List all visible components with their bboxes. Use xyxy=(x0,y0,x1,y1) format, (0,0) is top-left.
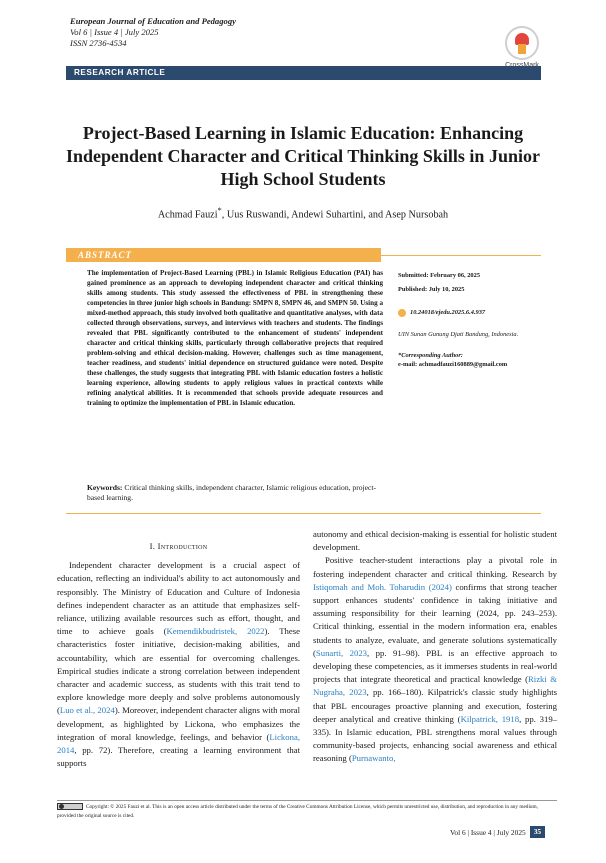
article-type-bar: RESEARCH ARTICLE xyxy=(66,66,541,80)
text-run: confirms that strong teacher support enhances students' confidence in taking initiative and assuming responsibility for their learning (2024, pp. 243–253). Critical thinking, essential in the modern information era, enables students to analyze, evaluate, and generate solutions systematically ( xyxy=(313,581,557,658)
section-number: I. xyxy=(149,541,156,551)
crossmark-icon xyxy=(505,26,539,60)
corresponding-mark: * xyxy=(217,205,222,215)
article-title: Project-Based Learning in Islamic Education: Enhancing Independent Character and Critical Thinking Skills in Junior High School Students xyxy=(66,123,540,189)
doi-row[interactable] xyxy=(398,309,543,318)
journal-issn: ISSN 2736-4534 xyxy=(70,38,127,48)
intro-paragraph-2 xyxy=(313,554,557,765)
abstract-divider xyxy=(381,255,541,256)
citation-link[interactable]: Sunarti, 2023 xyxy=(315,647,368,658)
keywords xyxy=(87,483,383,503)
section-heading-introduction xyxy=(57,540,300,553)
text-run: autonomy and ethical decision-making is essential for holistic student development. xyxy=(313,529,557,553)
citation-link[interactable]: Rizki & Nugraha, 2023 xyxy=(313,674,557,698)
page-footer xyxy=(450,826,545,838)
journal-issue-line: Vol 6 | Issue 4 | July 2025 xyxy=(70,27,159,37)
footer-issue: Vol 6 | Issue 4 | July 2025 xyxy=(450,827,526,837)
crossmark-badge[interactable] xyxy=(494,26,550,69)
page-number: 35 xyxy=(530,826,545,838)
text-run: Positive teacher-student interactions play a pivotal role in fostering independent character and critical thinking. Research by xyxy=(313,555,557,579)
keywords-divider xyxy=(66,513,541,514)
text-run: , pp. 91–98). PBL is an effective approach to developing these competencies, as it immerses students in real-world projects that integrate theoretical and practical knowledge ( xyxy=(313,647,557,685)
text-run: , pp. 319–335). In Islamic education, PBL strengthens moral values through community-based projects, enhancing social awareness and ethical reasoning ( xyxy=(313,713,557,764)
cc-by-icon[interactable] xyxy=(57,803,83,810)
intro-paragraph-1-continued xyxy=(313,528,557,554)
text-run: ). These characteristics foster initiative, decision-making abilities, and accountability, which are essential for overcoming challenges. Empirical studies indicate a strong correlation between independent character and academic success, as students with this trait tend to explore knowledge more deeply and solve problems autonomously ( xyxy=(57,626,300,716)
citation-link[interactable]: Kemendikbudristek, 2022 xyxy=(166,626,265,637)
citation-link[interactable]: Kilpatrick, 1918 xyxy=(460,713,520,724)
license-statement xyxy=(57,803,557,821)
citation-link[interactable]: Purnawanto, xyxy=(351,753,396,764)
journal-header xyxy=(70,16,236,49)
intro-paragraph-1 xyxy=(57,559,300,770)
keywords-text: Critical thinking skills, independent character, Islamic religious education, project-based learning. xyxy=(87,483,377,502)
article-meta xyxy=(398,272,543,370)
section-title: Introduction xyxy=(157,541,208,551)
author-1: Achmad Fauzi xyxy=(157,209,218,221)
corresponding-author-label: *Corresponding Author: xyxy=(398,352,463,360)
body-column-right xyxy=(313,528,557,766)
submitted-date: Submitted: February 06, 2025 xyxy=(398,272,481,279)
abstract-text: The implementation of Project-Based Learning (PBL) in Islamic Religious Education (PAI) has gained prominence as an approach to developing independent character and critical thinking skills among students. This study assessed the effectiveness of PBL in strengthening these competencies in three junior high schools in Bandung: SMPN 8, SMPN 46, and SMPN 50. Using a mixed-method approach, this study involved both qualitative and quantitative analyses, with data collected through observations, surveys, and interviews with teachers and students. The findings revealed that PBL significantly contributed to the enhancement of students' independent character and critical thinking skills, particularly through collaborative projects that required problem-solving and ethical decision-making. However, challenges such as time management, teacher readiness, and students' initial dependence on structured guidance were noted. Despite these challenges, the study suggests that integrating PBL with Islamic education fosters a holistic learning experience, allowing students to apply religious values in practical contexts while refining analytical abilities. It is recommended that schools provide adequate resources and training to optimize the implementation of PBL in Islamic education. xyxy=(87,269,383,407)
abstract-heading-bar xyxy=(66,248,381,262)
license-text: Copyright: © 2025 Fauzi et al. This is an open access article distributed under the terms of the Creative Commons Attribution License, which permits unrestricted use, distribution, and reproduction in any medium, provided the original source is cited. xyxy=(57,804,539,819)
citation-link[interactable]: Lickona, 2014 xyxy=(57,731,300,756)
footer-divider xyxy=(57,800,557,801)
keywords-label: Keywords: xyxy=(87,483,123,492)
citation-link[interactable]: Istiqomah and Moh. Toharudin (2024) xyxy=(313,581,452,592)
text-run: , pp. 72). Therefore, creating a learning environment that supports xyxy=(57,745,300,769)
citation-link[interactable]: Luo et al., 2024 xyxy=(59,705,115,716)
body-column-left xyxy=(57,540,300,770)
text-run: Independent character development is a crucial aspect of education, reflecting an individual's ability to act autonomously and responsibly. The Ministry of Education and Culture of Indonesia defines independent character as an attitude that emphasizes self-reliance, utilizing available resources such as effort, thought, and time to achieve goals ( xyxy=(57,560,300,637)
text-run: ). Moreover, independent character aligns with moral development, as highlighted by Lickona, who emphasizes the integration of moral knowledge, feelings, and behavior ( xyxy=(57,705,300,742)
author-list xyxy=(60,205,546,220)
abstract-heading: ABSTRACT xyxy=(78,250,133,260)
published-date: Published: July 10, 2025 xyxy=(398,285,465,293)
journal-name: European Journal of Education and Pedagogy xyxy=(70,16,236,26)
affiliation: UIN Sunan Gunung Djati Bandung, Indonesia. xyxy=(398,331,519,339)
corresponding-email[interactable]: e-mail: achmadfauzi160889@gmail.com xyxy=(398,360,508,368)
other-authors: , Uus Ruswandi, Andewi Suhartini, and Asep Nursobah xyxy=(221,209,449,221)
doi-link[interactable]: 10.24018/ejedu.2025.6.4.937 xyxy=(410,308,486,316)
doi-icon xyxy=(398,309,406,317)
text-run: , pp. 166–180). Kilpatrick's classic study highlights that PBL encourages proactive planning and execution, fostering deeper analytical and creative thinking ( xyxy=(313,687,557,724)
